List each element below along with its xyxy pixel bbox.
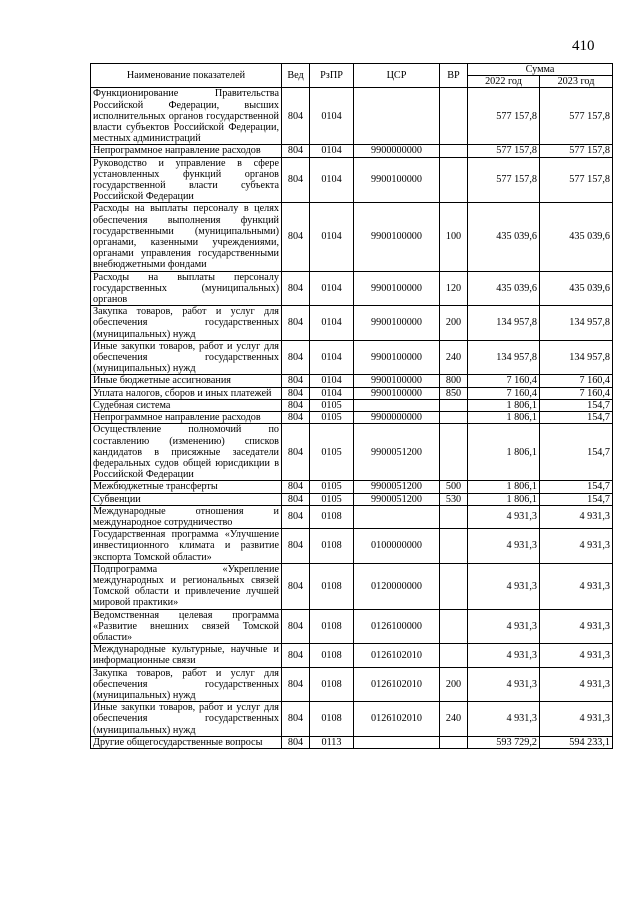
table-row	[91, 306, 613, 341]
table-row	[91, 702, 613, 737]
row-rzpr: 0108	[310, 702, 354, 737]
row-sum-2023: 4 931,3	[540, 702, 613, 737]
row-csr: 9900051200	[354, 424, 440, 481]
table-row	[91, 505, 613, 528]
row-ved: 804	[282, 157, 310, 203]
row-sum-2023: 154,7	[540, 412, 613, 424]
row-rzpr: 0105	[310, 412, 354, 424]
row-ved: 804	[282, 563, 310, 609]
row-vr: 100	[440, 203, 468, 271]
row-sum-2023: 4 931,3	[540, 563, 613, 609]
row-csr	[354, 399, 440, 411]
page-number: 410	[572, 38, 595, 54]
row-sum-2022: 4 931,3	[468, 609, 540, 644]
row-csr	[354, 736, 440, 748]
row-name: Иные бюджетные ассигнования	[91, 375, 282, 387]
row-rzpr: 0104	[310, 157, 354, 203]
row-sum-2023: 4 931,3	[540, 609, 613, 644]
row-csr: 9900051200	[354, 481, 440, 493]
row-vr	[440, 563, 468, 609]
row-sum-2023: 154,7	[540, 399, 613, 411]
table-row	[91, 609, 613, 644]
row-csr: 0126102010	[354, 667, 440, 702]
row-ved: 804	[282, 667, 310, 702]
table-row	[91, 563, 613, 609]
table-row	[91, 88, 613, 145]
row-vr	[440, 609, 468, 644]
budget-table	[90, 63, 613, 749]
table-row	[91, 271, 613, 306]
row-sum-2023: 435 039,6	[540, 203, 613, 271]
row-rzpr: 0104	[310, 306, 354, 341]
row-rzpr: 0108	[310, 505, 354, 528]
header-csr: ЦСР	[354, 64, 440, 88]
row-sum-2023: 577 157,8	[540, 145, 613, 157]
row-vr: 800	[440, 375, 468, 387]
row-name: Закупка товаров, работ и услуг для обеспечения государственных (муниципальных) нужд	[91, 667, 282, 702]
row-csr	[354, 88, 440, 145]
row-rzpr: 0113	[310, 736, 354, 748]
row-name: Непрограммное направление расходов	[91, 412, 282, 424]
row-name: Расходы на выплаты персоналу государственных (муниципальных) органов	[91, 271, 282, 306]
row-rzpr: 0104	[310, 387, 354, 399]
row-csr: 9900100000	[354, 271, 440, 306]
row-csr: 9900100000	[354, 387, 440, 399]
row-name: Функционирование Правительства Российской Федерации, высших исполнительных органов государственной власти субъектов Российской Федерации, местных администраций	[91, 88, 282, 145]
row-vr	[440, 505, 468, 528]
row-ved: 804	[282, 493, 310, 505]
row-sum-2022: 7 160,4	[468, 387, 540, 399]
row-sum-2022: 4 931,3	[468, 644, 540, 667]
row-ved: 804	[282, 505, 310, 528]
row-csr: 0126102010	[354, 702, 440, 737]
row-sum-2022: 4 931,3	[468, 529, 540, 564]
row-name: Расходы на выплаты персоналу в целях обеспечения выполнения функций государственными (муниципальными) органами, казенными учреждениями, органами управления государственными внебюджетными фондами	[91, 203, 282, 271]
row-name: Иные закупки товаров, работ и услуг для обеспечения государственных (муниципальных) нужд	[91, 340, 282, 375]
table-body	[91, 88, 613, 749]
row-sum-2023: 154,7	[540, 424, 613, 481]
row-sum-2023: 4 931,3	[540, 505, 613, 528]
row-ved: 804	[282, 399, 310, 411]
row-sum-2022: 577 157,8	[468, 157, 540, 203]
row-rzpr: 0108	[310, 644, 354, 667]
table-row	[91, 387, 613, 399]
row-csr: 9900000000	[354, 412, 440, 424]
row-name: Уплата налогов, сборов и иных платежей	[91, 387, 282, 399]
row-ved: 804	[282, 203, 310, 271]
row-vr	[440, 736, 468, 748]
row-vr	[440, 529, 468, 564]
row-vr	[440, 157, 468, 203]
header-name: Наименование показателей	[91, 64, 282, 88]
header-rzpr: РзПР	[310, 64, 354, 88]
row-rzpr: 0105	[310, 493, 354, 505]
row-csr: 9900100000	[354, 306, 440, 341]
row-name: Иные закупки товаров, работ и услуг для обеспечения государственных (муниципальных) нужд	[91, 702, 282, 737]
table-row	[91, 399, 613, 411]
row-sum-2023: 577 157,8	[540, 157, 613, 203]
table-row	[91, 340, 613, 375]
row-sum-2023: 435 039,6	[540, 271, 613, 306]
row-sum-2022: 4 931,3	[468, 563, 540, 609]
row-csr: 9900100000	[354, 203, 440, 271]
row-csr: 0126102010	[354, 644, 440, 667]
header-year-2022: 2022 год	[468, 76, 540, 88]
row-csr: 9900100000	[354, 375, 440, 387]
table-row	[91, 375, 613, 387]
table-row	[91, 644, 613, 667]
row-sum-2023: 577 157,8	[540, 88, 613, 145]
row-rzpr: 0105	[310, 481, 354, 493]
row-ved: 804	[282, 644, 310, 667]
row-rzpr: 0108	[310, 529, 354, 564]
row-vr: 530	[440, 493, 468, 505]
row-csr: 9900100000	[354, 157, 440, 203]
row-vr	[440, 145, 468, 157]
table-row	[91, 481, 613, 493]
row-ved: 804	[282, 529, 310, 564]
row-ved: 804	[282, 145, 310, 157]
row-rzpr: 0104	[310, 203, 354, 271]
row-name: Государственная программа «Улучшение инвестиционного климата и развитие экспорта Томской области»	[91, 529, 282, 564]
row-csr: 0100000000	[354, 529, 440, 564]
header-sum: Сумма	[468, 64, 613, 76]
row-csr: 9900000000	[354, 145, 440, 157]
row-csr: 9900100000	[354, 340, 440, 375]
row-sum-2023: 4 931,3	[540, 529, 613, 564]
row-rzpr: 0108	[310, 667, 354, 702]
row-ved: 804	[282, 306, 310, 341]
row-sum-2022: 435 039,6	[468, 203, 540, 271]
row-rzpr: 0105	[310, 399, 354, 411]
row-rzpr: 0104	[310, 88, 354, 145]
row-vr: 240	[440, 702, 468, 737]
row-vr	[440, 88, 468, 145]
row-sum-2022: 435 039,6	[468, 271, 540, 306]
row-vr: 200	[440, 306, 468, 341]
header-vr: ВР	[440, 64, 468, 88]
row-sum-2023: 154,7	[540, 493, 613, 505]
row-sum-2022: 1 806,1	[468, 493, 540, 505]
row-ved: 804	[282, 609, 310, 644]
row-csr	[354, 505, 440, 528]
row-sum-2023: 7 160,4	[540, 387, 613, 399]
row-rzpr: 0104	[310, 340, 354, 375]
row-rzpr: 0104	[310, 145, 354, 157]
row-ved: 804	[282, 412, 310, 424]
row-sum-2022: 593 729,2	[468, 736, 540, 748]
row-rzpr: 0104	[310, 375, 354, 387]
row-rzpr: 0108	[310, 563, 354, 609]
row-csr: 0126100000	[354, 609, 440, 644]
table-row	[91, 493, 613, 505]
row-sum-2022: 7 160,4	[468, 375, 540, 387]
table-row	[91, 157, 613, 203]
row-ved: 804	[282, 736, 310, 748]
row-rzpr: 0108	[310, 609, 354, 644]
row-ved: 804	[282, 340, 310, 375]
row-vr: 500	[440, 481, 468, 493]
table-header	[91, 64, 613, 88]
row-name: Субвенции	[91, 493, 282, 505]
table-row	[91, 667, 613, 702]
row-name: Руководство и управление в сфере установленных функций органов государственной власти субъекта Российской Федерации	[91, 157, 282, 203]
row-name: Непрограммное направление расходов	[91, 145, 282, 157]
row-name: Межбюджетные трансферты	[91, 481, 282, 493]
row-sum-2022: 1 806,1	[468, 412, 540, 424]
row-vr: 200	[440, 667, 468, 702]
row-ved: 804	[282, 271, 310, 306]
table-row	[91, 424, 613, 481]
row-ved: 804	[282, 702, 310, 737]
row-name: Другие общегосударственные вопросы	[91, 736, 282, 748]
row-sum-2022: 577 157,8	[468, 88, 540, 145]
row-sum-2023: 134 957,8	[540, 340, 613, 375]
row-rzpr: 0104	[310, 271, 354, 306]
table-row	[91, 203, 613, 271]
row-ved: 804	[282, 375, 310, 387]
row-ved: 804	[282, 481, 310, 493]
row-rzpr: 0105	[310, 424, 354, 481]
row-vr	[440, 644, 468, 667]
row-vr: 120	[440, 271, 468, 306]
row-ved: 804	[282, 424, 310, 481]
row-sum-2022: 134 957,8	[468, 340, 540, 375]
row-sum-2023: 4 931,3	[540, 644, 613, 667]
row-sum-2022: 577 157,8	[468, 145, 540, 157]
row-name: Судебная система	[91, 399, 282, 411]
row-name: Международные отношения и международное сотрудничество	[91, 505, 282, 528]
row-vr	[440, 424, 468, 481]
row-ved: 804	[282, 387, 310, 399]
row-csr: 0120000000	[354, 563, 440, 609]
table-row	[91, 736, 613, 748]
table-row	[91, 529, 613, 564]
row-csr: 9900051200	[354, 493, 440, 505]
table-row	[91, 145, 613, 157]
row-name: Ведомственная целевая программа «Развитие внешних связей Томской области»	[91, 609, 282, 644]
row-sum-2022: 4 931,3	[468, 702, 540, 737]
row-ved: 804	[282, 88, 310, 145]
row-sum-2022: 1 806,1	[468, 399, 540, 411]
row-vr: 240	[440, 340, 468, 375]
row-sum-2022: 4 931,3	[468, 505, 540, 528]
header-year-2023: 2023 год	[540, 76, 613, 88]
row-vr	[440, 399, 468, 411]
header-ved: Вед	[282, 64, 310, 88]
row-sum-2022: 4 931,3	[468, 667, 540, 702]
row-name: Подпрограмма «Укрепление международных и региональных связей Томской области и привлечение лучшей мировой практики»	[91, 563, 282, 609]
row-sum-2022: 134 957,8	[468, 306, 540, 341]
row-sum-2022: 1 806,1	[468, 424, 540, 481]
row-sum-2023: 594 233,1	[540, 736, 613, 748]
row-name: Международные культурные, научные и информационные связи	[91, 644, 282, 667]
row-vr	[440, 412, 468, 424]
row-vr: 850	[440, 387, 468, 399]
table-row	[91, 412, 613, 424]
row-sum-2022: 1 806,1	[468, 481, 540, 493]
row-sum-2023: 4 931,3	[540, 667, 613, 702]
row-sum-2023: 7 160,4	[540, 375, 613, 387]
row-sum-2023: 154,7	[540, 481, 613, 493]
row-name: Осуществление полномочий по составлению (изменению) списков кандидатов в присяжные заседатели федеральных судов общей юрисдикции в Российской Федерации	[91, 424, 282, 481]
row-sum-2023: 134 957,8	[540, 306, 613, 341]
row-name: Закупка товаров, работ и услуг для обеспечения государственных (муниципальных) нужд	[91, 306, 282, 341]
